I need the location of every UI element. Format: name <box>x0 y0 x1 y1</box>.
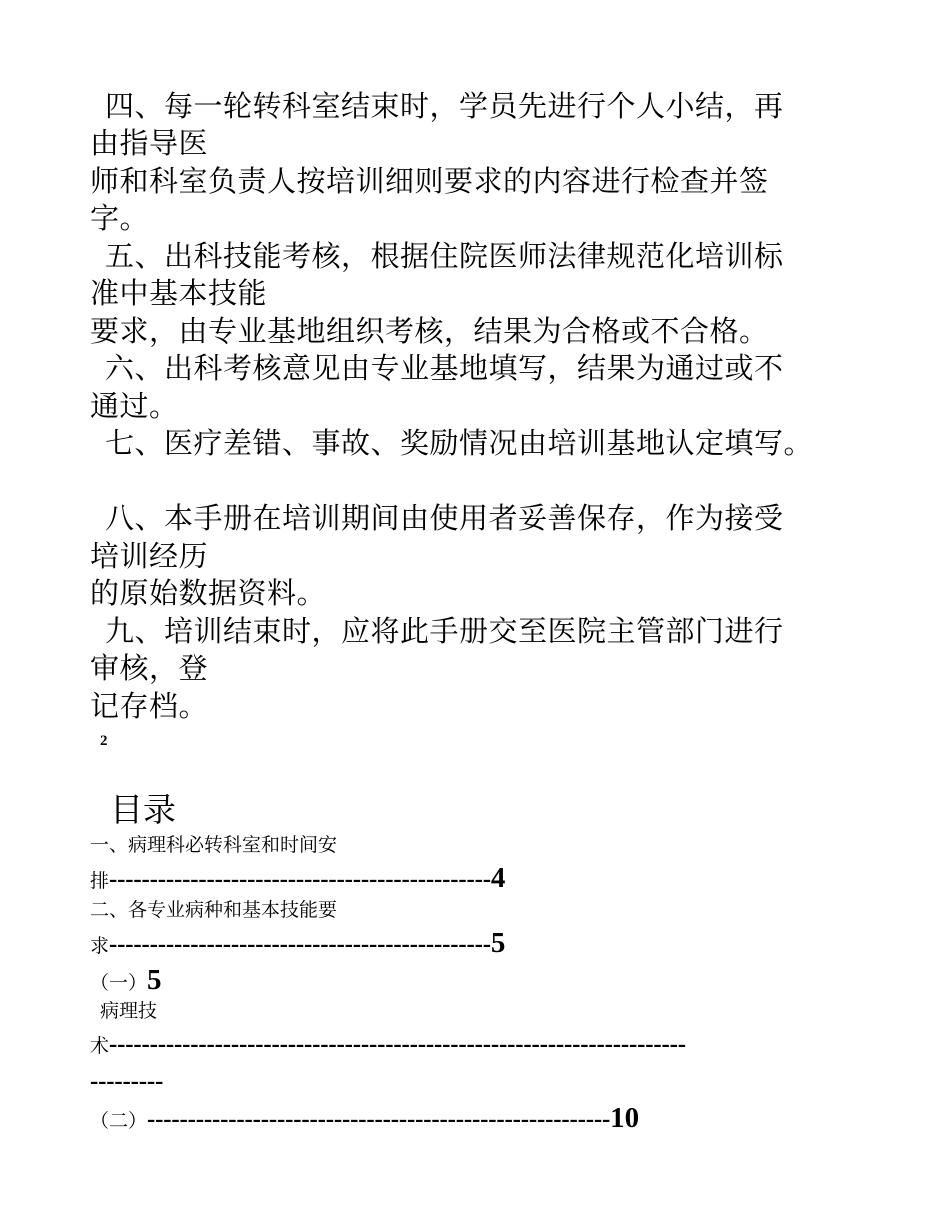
toc-sub-1-dashes: ----------------------------------------------------------------------- <box>109 1031 686 1058</box>
paragraph-4-line-3: 师和科室负责人按培训细则要求的内容进行检查并签 <box>90 164 769 198</box>
paragraph-5-line-1: 五、出科技能考核，根据住院医师法律规范化培训标 <box>105 239 784 273</box>
page-number: 2 <box>100 733 108 749</box>
paragraph-4-line-1: 四、每一轮转科室结束时，学员先进行个人小结，再 <box>105 89 784 123</box>
toc-sub-1-leader-cont <box>90 1065 163 1101</box>
toc-entry-2-dashes: ----------------------------------------------- <box>109 931 491 958</box>
toc-sub-2-page: 10 <box>610 1102 640 1134</box>
toc-sub-2-label: （二） <box>90 1110 148 1132</box>
paragraph-6-line-2: 通过。 <box>90 389 179 423</box>
paragraph-5-line-3: 要求，由专业基地组织考核，结果为合格或不合格。 <box>90 314 769 348</box>
toc-sub-1-page: 5 <box>147 964 162 996</box>
toc-sub-1-header[interactable] <box>90 963 162 1001</box>
toc-sub-2-dashes: --------------------------------------------------------- <box>147 1106 611 1133</box>
toc-entry-1-cont: 排 <box>90 870 110 892</box>
toc-sub-1-dashes-cont: --------- <box>90 1068 164 1095</box>
paragraph-6-line-1: 六、出科考核意见由专业基地填写，结果为通过或不 <box>105 351 784 385</box>
toc-sub-1-label: （一） <box>90 972 148 994</box>
toc-sub-1-leader[interactable] <box>90 1028 686 1064</box>
toc-sub-1-cont: 术 <box>90 1035 110 1057</box>
paragraph-4-line-4: 字。 <box>90 201 150 235</box>
paragraph-8-line-1: 八、本手册在培训期间由使用者妥善保存，作为接受 <box>105 501 784 535</box>
toc-sub-2-leader[interactable] <box>90 1101 639 1139</box>
toc-sub-1-text: 病理技 <box>100 1000 158 1022</box>
toc-entry-1-dashes: ----------------------------------------------- <box>109 866 491 893</box>
toc-title: 目录 <box>110 790 176 829</box>
toc-entry-1-leader[interactable] <box>90 861 505 899</box>
toc-entry-2-text: 二、各专业病种和基本技能要 <box>90 899 338 921</box>
toc-entry-2-cont: 求 <box>90 935 110 957</box>
toc-entry-2-leader[interactable] <box>90 926 505 964</box>
paragraph-8-line-2: 培训经历 <box>90 539 209 573</box>
paragraph-9-line-1: 九、培训结束时，应将此手册交至医院主管部门进行 <box>105 614 784 648</box>
toc-entry-1-page: 4 <box>490 862 506 894</box>
paragraph-9-line-2: 审核，登 <box>90 651 209 685</box>
paragraph-9-line-3: 记存档。 <box>90 689 209 723</box>
toc-entry-1-text: 一、病理科必转科室和时间安 <box>90 834 338 856</box>
paragraph-4-line-2: 由指导医 <box>90 126 209 160</box>
toc-entry-2-page: 5 <box>490 927 506 959</box>
paragraph-8-line-3: 的原始数据资料。 <box>90 576 327 610</box>
paragraph-5-line-2: 准中基本技能 <box>90 276 268 310</box>
paragraph-7-line-1: 七、医疗差错、事故、奖励情况由培训基地认定填写。 <box>105 426 814 460</box>
